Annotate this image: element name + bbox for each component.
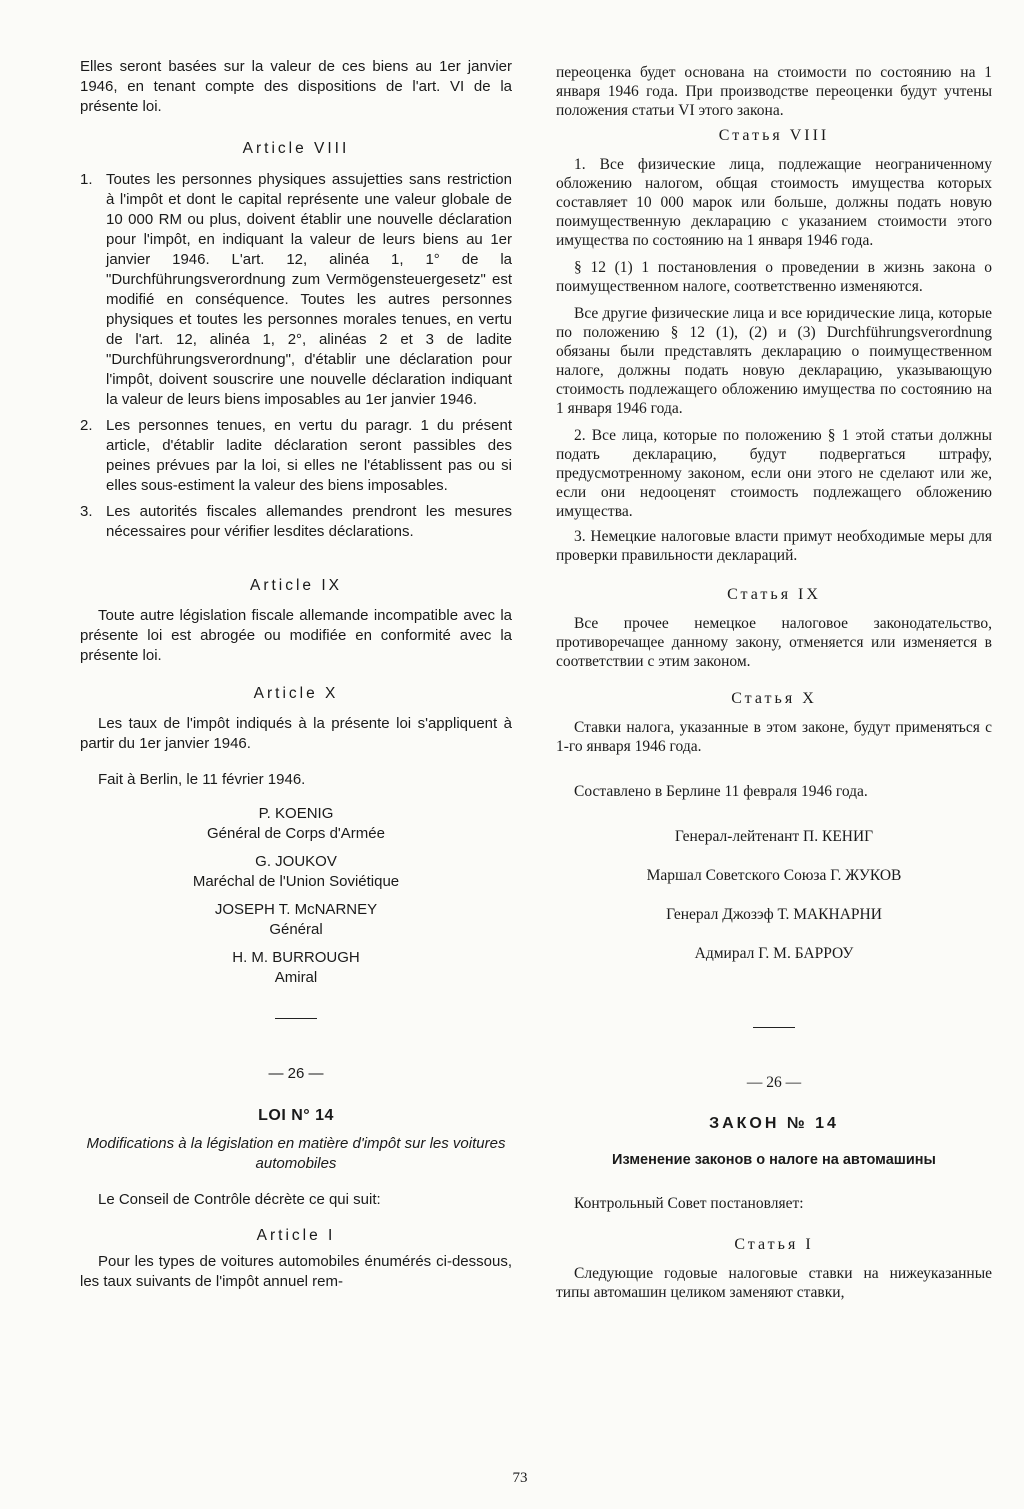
ru-law-subtitle: Изменение законов о налоге на автомашины bbox=[612, 1152, 936, 1168]
fr-done-at: Fait à Berlin, le 11 février 1946. bbox=[98, 771, 306, 788]
ru-article-8-paragraph-1: 1. Все физические лица, подлежащие неограниченному обложению налогом, общая стоимость имущества которых составляет 10 000 марок или больше, должны подать новую поимущественную декларацию с указанием стоимости этого имущества по состоянию на 1 января 1946 года. bbox=[556, 156, 992, 249]
page-number: 73 bbox=[512, 1470, 528, 1486]
fr-page-marker: — 26 — bbox=[268, 1065, 324, 1082]
ru-article-1-text: Следующие годовые налоговые ставки на нижеуказанные типы автомашин целиком заменяют ставки, bbox=[556, 1265, 992, 1301]
ru-article-10-text: Ставки налога, указанные в этом законе, будут применяться с 1-го января 1946 года. bbox=[556, 719, 992, 755]
ru-signature-2: Маршал Советского Союза Г. ЖУКОВ bbox=[646, 867, 902, 884]
ru-article-8-paragraph-3: Все другие физические лица и все юридические лица, которые по положению § 12 (1), (2) и (3) Durchführungsverordnung обязаны были представлять декларацию о поимущественном налоге, должны подать новую декларацию, указывающую стоимость подлежащего обложению имущества по состоянию на 1 января 1946 года. bbox=[556, 305, 992, 417]
fr-intro-paragraph: Elles seront basées sur la valeur de ces biens au 1er janvier 1946, en tenant compte des dispositions de l'art. VI de la présente loi. bbox=[80, 58, 512, 115]
fr-article-1-heading: Article I bbox=[256, 1227, 336, 1244]
ru-signature-3: Генерал Джозэф Т. МАКНАРНИ bbox=[666, 906, 882, 923]
fr-article-10-text: Les taux de l'impôt indiqués à la présente loi s'appliquent à partir du 1er janvier 1946. bbox=[80, 715, 512, 752]
fr-article-9-text: Toute autre législation fiscale allemande incompatible avec la présente loi est abrogée ou modifiée en conformité avec la présente loi. bbox=[80, 607, 512, 664]
fr-article-8-item-1: 1. Toutes les personnes physiques assujetties sans restriction à l'impôt et dont le capital représente une valeur globale de 10 000 RM ou plus, doivent établir une nouvelle déclaration pour l'impôt, en indiquant la valeur de leurs biens au 1er janvier 1946. L'art. 12, alinéa 1, 1° de la "Durchführungsverordnung zum Vermögensteuergesetz" est modifié en conséquence. Toutes les autres personnes physiques et toutes les personnes morales tenues, en vertu de l'art. 12, alinéa 1, 2°, alinéas 2 et 3 de ladite "Durchführungsverordnung", d'établir une déclaration pour l'impôt, doivent souscrire une nouvelle déclaration indiquant la valeur de leurs biens imposables au 1er janvier 1946. bbox=[80, 171, 512, 408]
fr-article-8-heading: Article VIII bbox=[242, 140, 350, 157]
ru-article-8-paragraph-2: § 12 (1) 1 постановления о проведении в жизнь закона о поимущественном налоге, соответственно изменяются. bbox=[556, 259, 992, 295]
fr-decree: Le Conseil de Contrôle décrète ce qui suit: bbox=[98, 1191, 381, 1208]
fr-article-1-text: Pour les types de voitures automobiles énumérés ci-dessous, les taux suivants de l'impôt annuel rem- bbox=[80, 1253, 512, 1290]
fr-signature-1: P. KOENIG Général de Corps d'Armée bbox=[207, 805, 385, 842]
fr-article-9-heading: Article IX bbox=[249, 577, 342, 594]
fr-signature-3: JOSEPH T. McNARNEY Général bbox=[214, 901, 378, 938]
ru-decree: Контрольный Совет постановляет: bbox=[574, 1195, 804, 1212]
ru-done-at: Составлено в Берлине 11 февраля 1946 года. bbox=[574, 783, 868, 800]
french-column bbox=[80, 0, 512, 1292]
fr-law-title: LOI N° 14 bbox=[258, 1107, 334, 1124]
fr-article-8-list bbox=[80, 170, 512, 542]
ru-article-8-paragraph-5: 3. Немецкие налоговые власти примут необходимые меры для проверки правильности деклараций. bbox=[556, 528, 992, 564]
ru-article-1-heading: Статья I bbox=[734, 1236, 814, 1253]
ru-article-10-heading: Статья X bbox=[731, 690, 817, 707]
fr-article-10-heading: Article X bbox=[253, 685, 339, 702]
fr-article-8-item-3: 3. Les autorités fiscales allemandes prendront les mesures nécessaires pour vérifier lesdites déclarations. bbox=[80, 503, 512, 540]
ru-article-9-heading: Статья IX bbox=[727, 586, 821, 603]
ru-signature-4: Адмирал Г. М. БАРРОУ bbox=[694, 945, 854, 962]
ru-law-title: ЗАКОН № 14 bbox=[709, 1115, 839, 1132]
fr-signature-2: G. JOUKOV Maréchal de l'Union Soviétique bbox=[192, 853, 400, 890]
russian-column bbox=[556, 0, 992, 1302]
ru-article-8-paragraph-4: 2. Все лица, которые по положению § 1 этой статьи должны подать декларацию, будут подвергаться штрафу, предусмотренному законом, если они этого не сделают или же, если они недооценят стоимость подлежащего обложению имущества. bbox=[556, 427, 992, 520]
ru-article-9-text: Все прочее немецкое налоговое законодательство, противоречащее данному закону, отменяется или изменяется в соответствии с этим законом. bbox=[556, 615, 992, 670]
fr-law-subtitle: Modifications à la législation en matière d'impôt sur les voitures automobiles bbox=[86, 1135, 506, 1172]
ru-signature-1: Генерал-лейтенант П. КЕНИГ bbox=[674, 828, 874, 845]
fr-signature-4: H. M. BURROUGH Amiral bbox=[232, 949, 360, 986]
ru-article-8-heading: Статья VIII bbox=[718, 127, 830, 144]
ru-page-marker: — 26 — bbox=[746, 1074, 802, 1091]
ru-intro-paragraph: переоценка будет основана на стоимости по состоянию на 1 января 1946 года. При производстве переоценки будут учтены положения статьи VI этого закона. bbox=[556, 64, 992, 119]
fr-article-8-item-2: 2. Les personnes tenues, en vertu du paragr. 1 du présent article, d'établir ladite déclaration seront passibles des peines prévues par la loi, si elles ne l'établissent pas ou si elles sous-estiment la valeur des biens imposables. bbox=[80, 417, 512, 494]
